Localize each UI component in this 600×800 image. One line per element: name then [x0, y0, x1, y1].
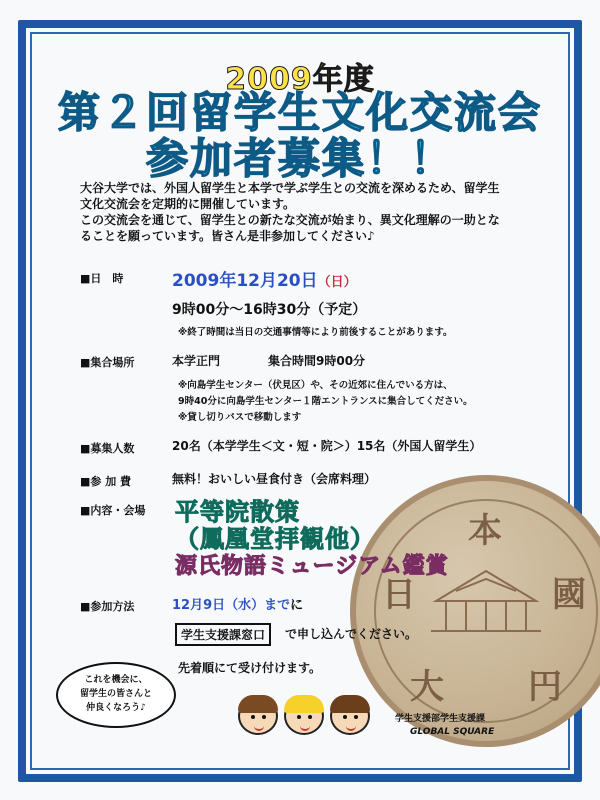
apply-suffix: で申し込んでください。 [285, 627, 418, 641]
meeting-time: 集合時間9時00分 [268, 354, 366, 368]
event-genji-museum: 源氏物語ミュージアム鑑賞 [175, 554, 449, 579]
date-label: ■日 時 [80, 272, 124, 285]
eye [354, 715, 358, 719]
capacity-value: 20名（本学学生＜文・短・院＞）15名（外国人留学生） [172, 439, 482, 453]
coin-char-br: 円 [528, 667, 562, 707]
year-title: 2009年度 [225, 62, 375, 97]
eye [297, 715, 301, 719]
mouth [254, 724, 264, 731]
coin-char-top: 本 [468, 511, 502, 551]
intro-line: 大谷大学では、外国人留学生と本学で学ぶ学生との交流を深めるため、留学生 [80, 181, 500, 195]
apply-deadline-suffix: に [290, 598, 304, 613]
speech-bubble [56, 662, 176, 728]
coin-char-bottom: 大 [410, 667, 444, 707]
eye [343, 715, 347, 719]
time-note: ※終了時間は当日の交通事情等により前後することがあります。 [178, 327, 453, 338]
eye [308, 715, 312, 719]
fee-label: ■参 加 費 [80, 475, 132, 488]
date-text: 2009年12月20日 [172, 271, 318, 291]
apply-office: 学生支援課窓口 [175, 623, 271, 646]
capacity-label: ■募集人数 [80, 442, 135, 455]
event-byodoin: 平等院散策 [175, 498, 300, 526]
coin-char-left: 日 [382, 575, 416, 615]
event-hoodo: （鳳凰堂拝観他） [175, 525, 375, 553]
intro-line: この交流会を通じて、留学生との新たな交流が始まり、異文化理解の一助とな [80, 213, 500, 227]
bubble-line: これを機会に、 [84, 675, 148, 685]
student-face-2 [284, 697, 324, 735]
student-face-3 [330, 697, 370, 735]
intro-paragraph [80, 180, 530, 244]
mouth [300, 724, 310, 731]
hair [238, 695, 278, 713]
date-value [172, 266, 357, 291]
bubble-line: 留学生の皆さんと [79, 689, 152, 699]
student-face-1 [238, 697, 278, 735]
meeting-note-line: ※向島学生センター（伏見区）や、その近郊に住んでいる方は、 [178, 380, 453, 391]
mouth [346, 724, 356, 731]
meeting-note [178, 378, 473, 426]
eye [251, 715, 255, 719]
content-label: ■内容・会場 [80, 504, 146, 517]
hair [284, 695, 324, 713]
meeting-note-line: ※貸し切りバスで移動します [178, 412, 302, 423]
meeting-place: 本学正門 [172, 354, 221, 368]
intro-line: ることを願っています。皆さん是非参加してください♪ [80, 229, 375, 243]
meeting-label: ■集合場所 [80, 356, 135, 369]
main-title-line1: 第２回留学生文化交流会 [57, 88, 542, 137]
bubble-line: 仲良くなろう♪ [86, 703, 146, 713]
fee-value: 無料！おいしい昼食付き（会席料理） [172, 472, 377, 486]
meeting-note-line: 9時40分に向島学生センター１階エントランスに集合してください。 [178, 396, 473, 407]
eye [262, 715, 266, 719]
main-title-line2: 参加者募集！！ [145, 134, 454, 183]
apply-deadline-row [172, 594, 303, 613]
apply-deadline: 12月9日（水）まで [172, 598, 291, 613]
footer-dept: 学生支援部学生支援課 [395, 714, 486, 724]
hair [330, 695, 370, 713]
intro-line: 文化交流会を定期的に開催しています。 [80, 197, 296, 211]
first-come-notice: 先着順にて受け付けます。 [178, 661, 322, 675]
apply-label: ■参加方法 [80, 600, 135, 613]
coin-char-right: 國 [552, 575, 586, 615]
time-value: 9時00分～16時30分（予定） [172, 302, 367, 318]
footer-name: GLOBAL SQUARE [410, 727, 495, 737]
date-weekday: （日） [317, 275, 357, 290]
